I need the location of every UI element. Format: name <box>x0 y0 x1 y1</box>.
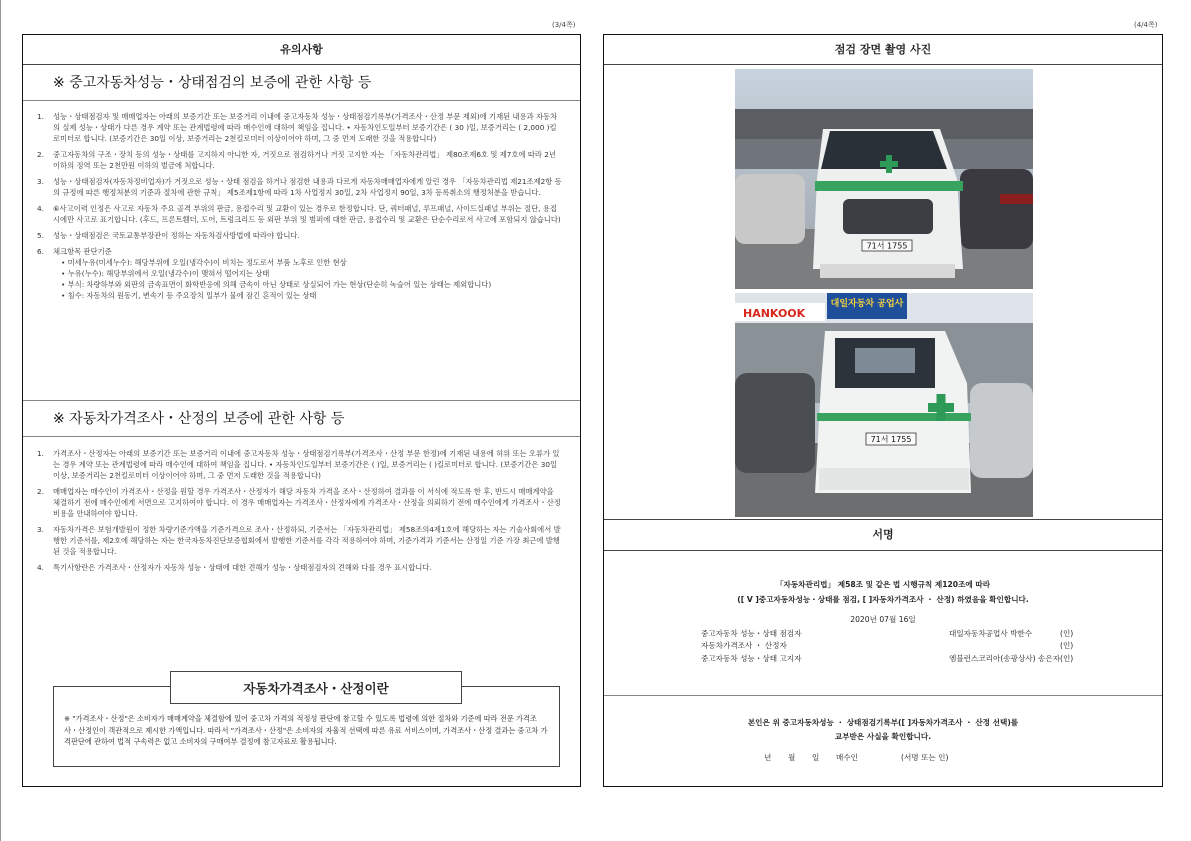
buyer-year: 년 <box>764 753 772 762</box>
criteria-item: • 미세누유(미세누수): 해당부위에 오일(냉각수)이 비치는 정도로서 부품 노후로 인한 현상 <box>61 258 347 267</box>
signature-title: 서명 <box>604 519 1162 551</box>
pricing-box-text: ※ "가격조사・산정"은 소비자가 매매계약을 체결함에 있어 중고차 가격의 적정성 판단에 참고할 수 있도록 법령에 의한 절차와 기준에 따라 전문 가격조사・산정인이 객관적으로 제시한 가액입니다. 따라서 "가격조사・산정"은 소비자의 자율적 선택에 따른 유료 서비스이며, 가격조사・산정 결과는 중고차 가격판단에 관하여 법적 구속력은 없고 소비자의 구매여부 결정에 참고자료로 활용됩니다. <box>64 714 548 746</box>
signer-row <box>701 640 1081 651</box>
receipt-line-2: 교부받은 사실을 확인합니다. <box>834 732 932 741</box>
warranty-section <box>23 101 580 401</box>
notice-panel <box>22 34 581 787</box>
page-edge <box>0 0 1 841</box>
buyer-label: 매수인 <box>836 753 859 762</box>
list-item: 4. ⑥사고이력 인정은 사고로 자동차 주요 골격 부위의 판금, 용접수리 및 교환이 있는 경우로 한정합니다. 단, 쿼터패널, 루프패널, 사이드실패널 부위는 절단, 용접시에만 사고로 표기합니다. (후드, 프론트휀더, 도어, 트렁크리드 등 외판 부위 및 범퍼에 대한 판금, 용접수리 및 교환은 단순수리로서 사고에 포함되지 않습니다) <box>37 204 561 224</box>
list-item: 3. 성능・상태점검자(자동차정비업자)가 거짓으로 성능・상태 점검을 하거나 점검한 내용과 다르게 자동차매매업자에게 알린 경우 「자동차관리법 제21조제2항 등의 규정에 따른 행정처분의 기준과 절차에 관한 규칙」 제5조제1항에 따라 1차 사업정지 30일, 2차 사업정지 90일, 3차 등록취소의 행정처분을 받습니다. <box>37 177 562 197</box>
signer-row <box>701 653 1081 664</box>
signer-role: 자동차가격조사 ・ 산정자 <box>701 641 787 650</box>
seal-mark: (인) <box>1060 654 1074 663</box>
confirm-line: ([ V ]중고자동차성능・상태를 점검, [ ]자동차가격조사 ・ 산정) 하였음을 확인합니다. <box>737 595 1029 604</box>
signer-row <box>701 628 1081 639</box>
front-plate: 71서 1755 <box>866 241 908 251</box>
signer-name: 대일자동차공업사 박한수 <box>949 629 1033 638</box>
list-item: 1. 가격조사・산정자는 아래의 보증기간 또는 보증거리 이내에 중고자동차 성능・상태점검기록부(가격조사・산정 부문 한정)에 기재된 내용에 허위 또는 오류가 있는 경우 계약 또는 관계법령에 따라 매수인에 대하여 책임을 집니다. • 자동차인도일부터 보증기간은 ( )일, 보증거리는 ( )킬로미터로 합니다. (보증기간은 30일 이상, 보증거리는 2천킬로미터 이상이어야 하며, 그 중 먼저 도래한 것을 적용합니다) <box>37 449 560 480</box>
rear-plate: 71서 1755 <box>870 435 912 444</box>
rear-sign: 대일자동차 공업사 <box>830 299 904 309</box>
criteria-list <box>53 257 562 301</box>
page-number-left: (3/4쪽) <box>552 21 576 29</box>
list-item: 2. 매매업자는 매수인이 가격조사・산정을 원할 경우 가격조사・산정자가 해당 자동차 가격을 조사・산정하여 결과를 이 서식에 적도록 한 후, 반드시 매매계약을 체결하기 전에 매수인에게 서면으로 고지하여야 합니다. 이 경우 매매업자는 가격조사・산정자에게 가격조사・산정을 의뢰하기 전에 매수인에게 가격조사・산정 비용을 안내하여야 합니다. <box>37 487 561 518</box>
receipt-line-1: 본인은 위 중고자동차성능 ・ 상태점검기록부([ ]자동차가격조사 ・ 산정 선택)를 <box>747 718 1019 727</box>
buyer-month: 월 <box>788 753 796 762</box>
rear-photo <box>735 293 1033 517</box>
list-item: 4. 특기사항란은 가격조사・산정자가 자동차 성능・상태에 대한 견해가 성능・상태점검자의 견해와 다를 경우 표시합니다. <box>37 563 432 572</box>
notice-title: 유의사항 <box>23 35 580 65</box>
list-item: 3. 자동차가격은 보험개발원이 정한 차량기준가액을 기준가격으로 조사・산정하되, 기준서는 「자동차관리법」 제58조의4제1호에 해당하는 자는 기술사회에서 발행한 기준서를, 제2호에 해당하는 자는 한국자동차진단보증협회에서 발행한 기준서를 각각 적용하여야 하며, 기준가격과 기준서는 산정일 기준 가장 최근에 발행된 것을 적용합니다. <box>37 525 561 556</box>
buyer-day: 일 <box>812 753 820 762</box>
buyer-sign-row <box>764 752 1064 763</box>
list-item: 5. 성능・상태점검은 국토교통부장관이 정하는 자동차검사방법에 따라야 합니다. <box>37 231 300 240</box>
seal-mark: (인) <box>1060 629 1074 638</box>
criteria-item: • 누유(누수): 해당부위에서 오일(냉각수)이 맺혀서 떨어지는 상태 <box>61 269 270 278</box>
pricing-section-heading: ※ 자동차가격조사・산정의 보증에 관한 사항 등 <box>23 401 580 437</box>
tire-brand: HANKOOK <box>743 307 806 320</box>
list-item: 1. 성능・상태점검자 및 매매업자는 아래의 보증기간 또는 보증거리 이내에 중고자동차 성능・상태점검기록부(가격조사・산정 부문 제외)에 기재된 내용과 자동차의 실제 성능・상태가 다른 경우 계약 또는 관계법령에 따라 매수인에 대하여 책임을 집니다. • 자동차인도일부터 보증기간은 ( 30 )일, 보증거리는 ( 2,000 )킬로미터로 합니다. (보증기간은 30일 이상, 보증거리는 2천킬로미터 이상이어야 하며, 그 중 먼저 도래한 것을 적용합니다) <box>37 112 558 143</box>
list-item: 6. 체크항목 판단기준 • 미세누유(미세누수): 해당부위에 오일(냉각수)이 비치는 정도로서 부품 노후로 인한 현상 • 누유(누수): 해당부위에서 오일(냉각수)이 맺혀서 떨어지는 상태 • 부식: 차량하부와 외판의 금속표면이 화학반응에 의해 금속이 아닌 상태로 상실되어 가는 현상(단순히 녹슬어 있는 상태는 제외합니다) • 침수: 자동차의 원동기, 변속기 등 주요장치 일부가 물에 잠긴 흔적이 있는 상태 <box>23 246 580 301</box>
criteria-item: • 부식: 차량하부와 외판의 금속표면이 화학반응에 의해 금속이 아닌 상태로 상실되어 가는 현상(단순히 녹슬어 있는 상태는 제외합니다) <box>61 280 492 289</box>
warranty-section-heading: ※ 중고자동차성능・상태점검의 보증에 관한 사항 등 <box>23 65 580 101</box>
buyer-sign: (서명 또는 인) <box>901 753 949 762</box>
pricing-box-title: 자동차가격조사・산정이란 <box>170 671 462 704</box>
seal-mark: (인) <box>1060 641 1074 650</box>
criteria-item: • 침수: 자동차의 원동기, 변속기 등 주요장치 일부가 물에 잠긴 흔적이 있는 상태 <box>61 291 317 300</box>
signer-name: 엠블런스코리아(송광상사) 송은자 <box>949 654 1061 663</box>
front-photo <box>735 69 1033 289</box>
signer-role: 중고자동차 성능・상태 점검자 <box>701 629 802 638</box>
sign-date: 2020년 07월 16일 <box>850 615 916 624</box>
pricing-section <box>23 437 580 573</box>
page-number-right: (4/4쪽) <box>1134 21 1158 29</box>
list-item: 2. 중고자동차의 구조・장치 등의 성능・상태를 고지하지 아니한 자, 거짓으로 점검하거나 거짓 고지한 자는 「자동차관리법」 제80조제6호 및 제7호에 따라 2년 이하의 징역 또는 2천만원 이하의 벌금에 처합니다. <box>37 150 556 170</box>
photo-signature-panel <box>603 34 1163 787</box>
photo-title: 점검 장면 촬영 사진 <box>604 35 1162 65</box>
law-line: 「자동차관리법」 제58조 및 같은 법 시행규칙 제120조에 따라 <box>775 580 991 589</box>
signer-role: 중고자동차 성능・상태 고지자 <box>701 654 802 663</box>
receipt-divider <box>604 695 1162 696</box>
